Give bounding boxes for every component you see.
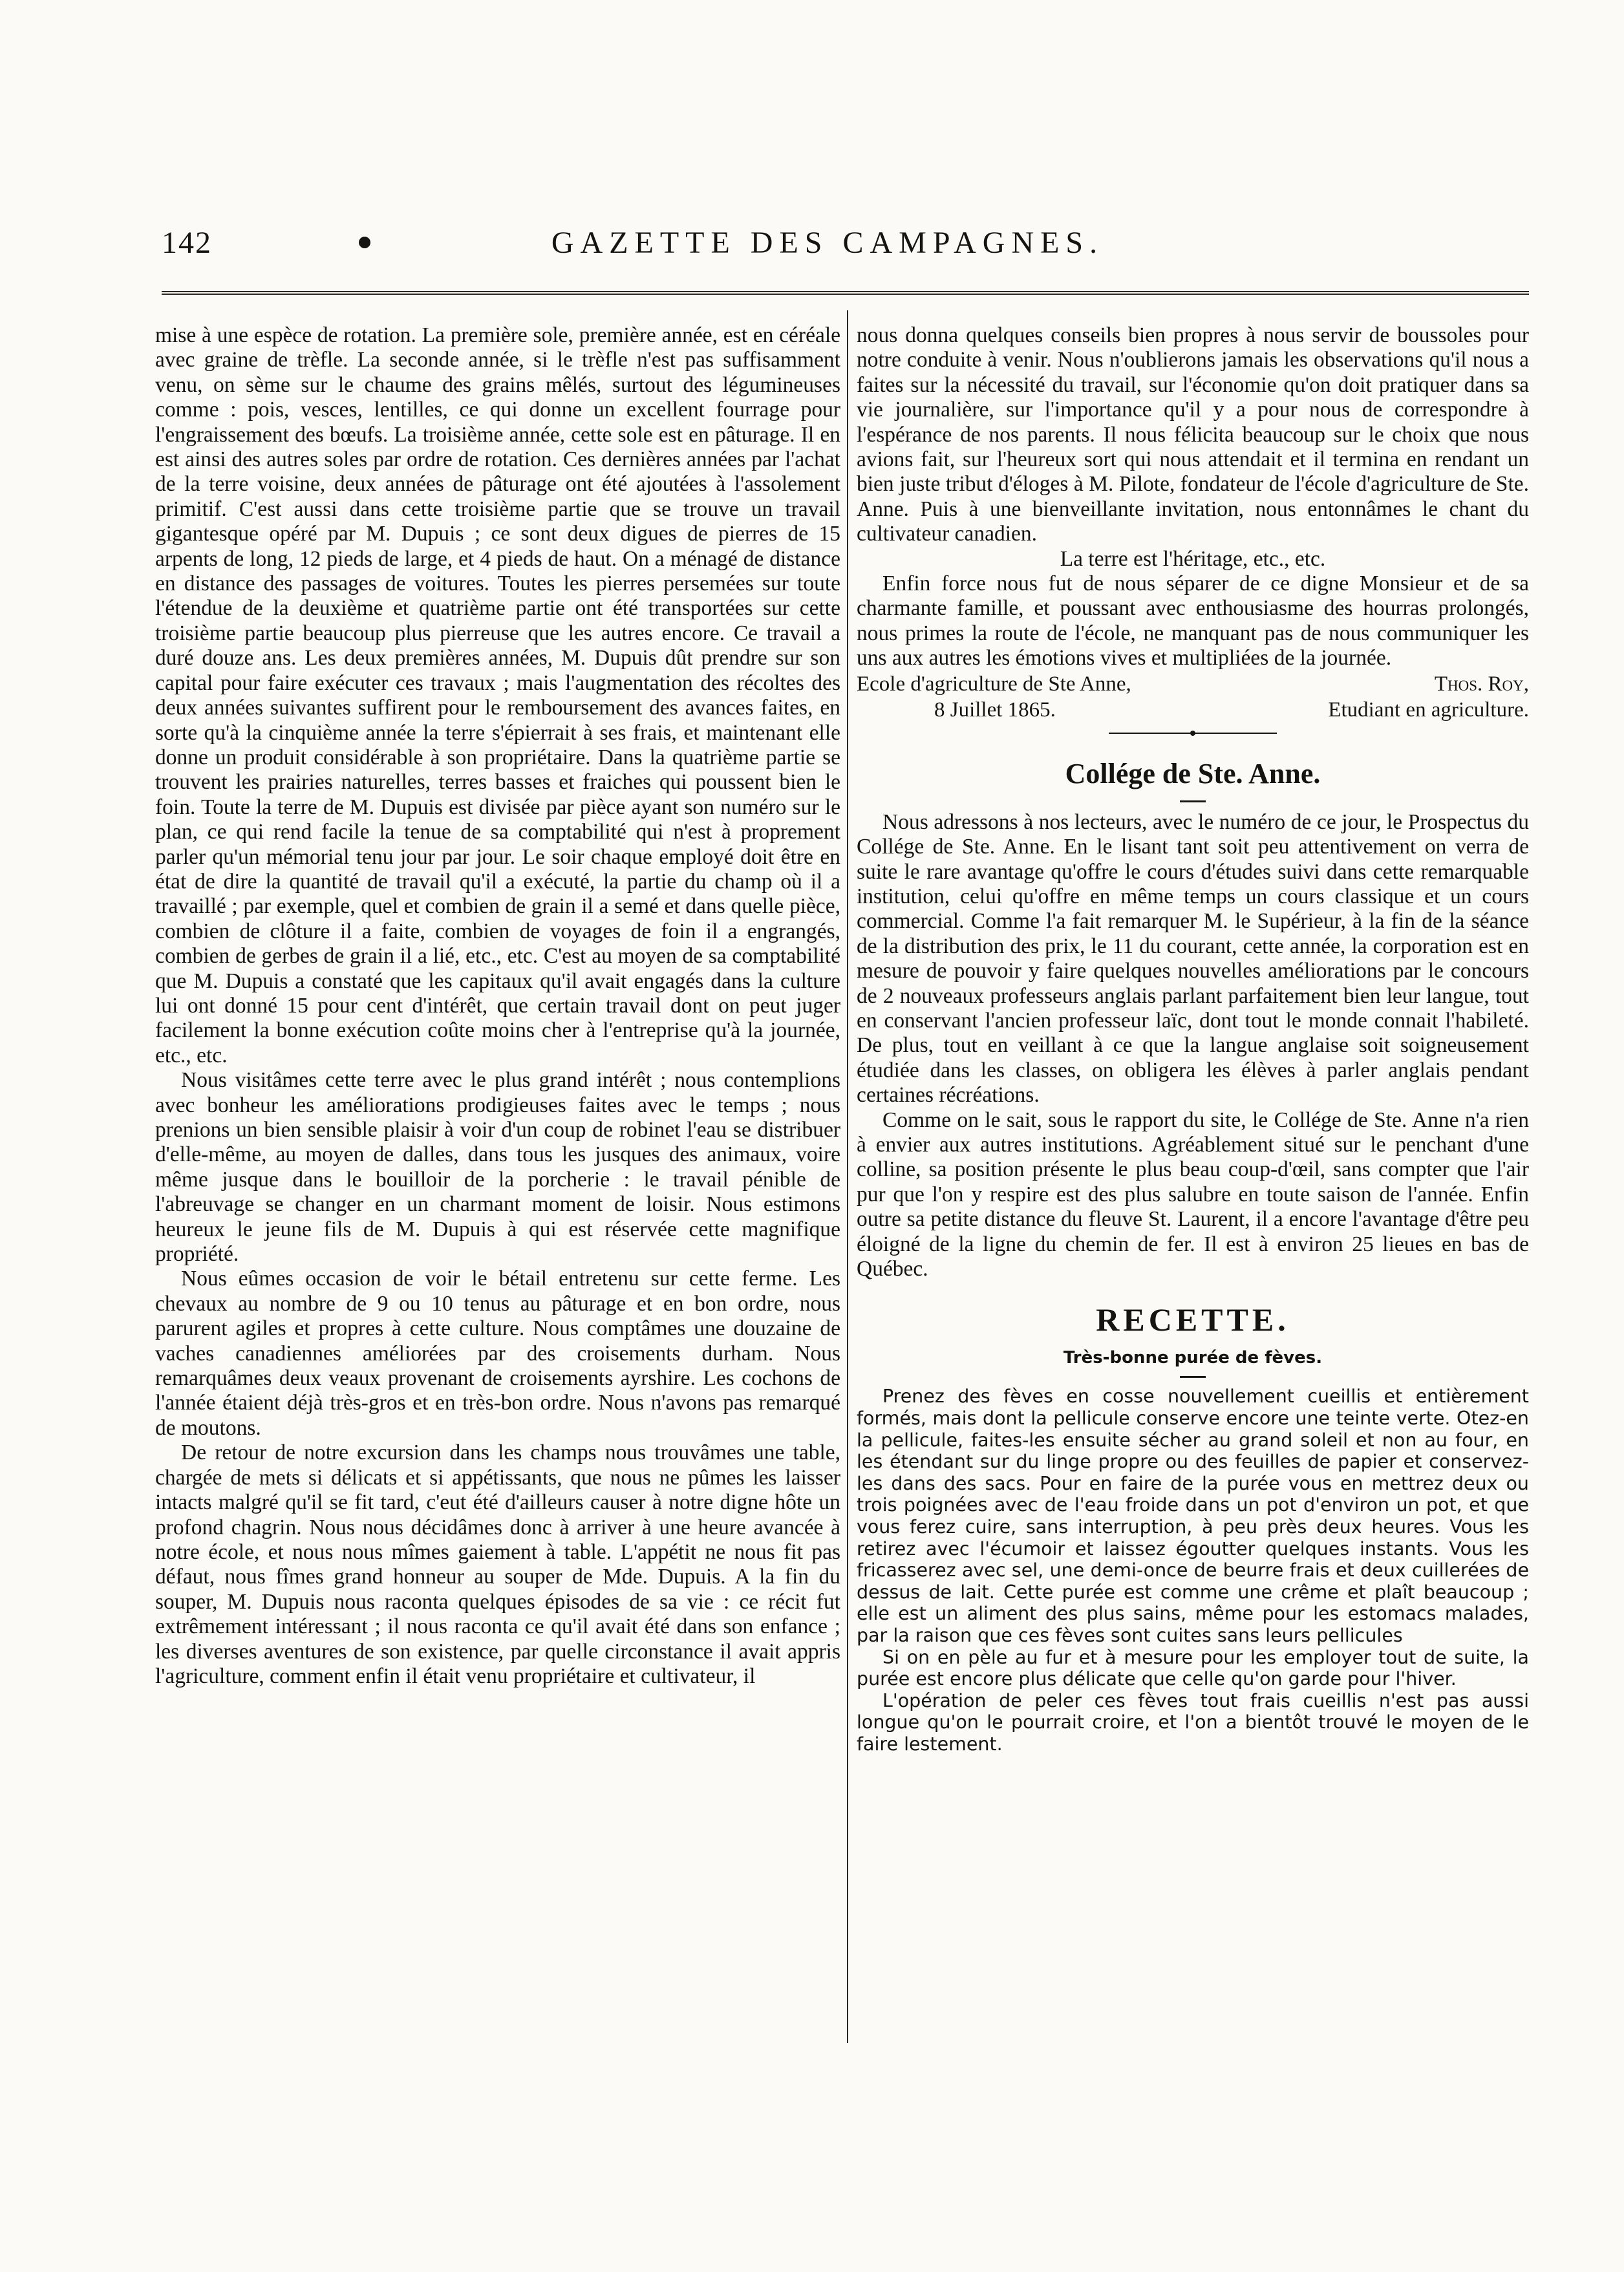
signature-block <box>857 671 1529 697</box>
section-ornament <box>1109 731 1277 736</box>
college-section-title: Collége de Ste. Anne. <box>1065 757 1321 789</box>
signature-place: Ecole d'agriculture de Ste Anne, <box>857 672 1131 696</box>
page-number: 142 <box>162 226 212 260</box>
article-paragraph: mise à une espèce de rotation. La première sole, première année, est en céréale avec graine de trèfle. La seconde année, si le trèfle n'est pas suffisamment venu, on sème sur le chaume des grains mêlés, surtout des légumineuses comme : pois, vesces, lentilles, ce qui donne un excellent fourrage pour l'engraissement des bœufs. La troisième année, cette sole est en pâturage. Il en est ainsi des autres soles par ordre de rotation. Ces dernières années par l'achat de la terre voisine, deux années de pâturage ont été ajoutées à l'assolement primitif. C'est aussi dans cette troisième partie que se trouve un travail gigantesque opéré par M. Dupuis ; ce sont deux digues de pierres de 15 arpents de long, 12 pieds de large, et 4 pieds de haut. On a ménagé de distance en distance des passages de voitures. Toutes les pierres persemées sur toute l'étendue de la deuxième et quatrième partie ont été transportées sur cette troisième partie beaucoup plus pierreuse que les autres encore. Ce travail a duré douze ans. Les deux premières années, M. Dupuis dût prendre sur son capital pour faire exécuter ces travaux ; mais l'augmentation des récoltes des deux années suivantes suffirent pour le remboursement des avances faites, en sorte qu'à la cinquième année la terre s'épierrait à ses frais, et maintenant elle donne un produit considérable à son propriétaire. Dans la quatrième partie se trouvent les prairies naturelles, terres basses et fraiches qui poussent bien le foin. Toute la terre de M. Dupuis est divisée par pièce ayant son numéro sur le plan, ce qui rend facile la tenue de sa comptabilité qui n'est à proprement parler qu'un mémorial tenu jour par jour. Le soir chaque employé doit être en état de dire la quantité de travail qu'il a exécuté, la partie du champ où il a travaillé ; par exemple, quel et combien de grain il a semé et dans quelle pièce, combien de clôture il a faite, combien de voyages de foin il a engrangés, combien de gerbes de grain il a lié, etc., etc. C'est au moyen de sa comptabilité que M. Dupuis a constaté que les capitaux qu'il avait engagés dans la culture lui ont donné 15 pour cent d'intérêt, que certain travail dont on peut juger facilement la bonne exécution coûte moins cher à l'entreprise qu'à la journée, etc., etc. <box>155 323 840 1067</box>
recipe-paragraph: L'opération de peler ces fèves tout frais cueillis n'est pas aussi longue qu'on le pourrait croire, et l'on a bientôt trouvé le moyen de le faire lestement. <box>857 1689 1529 1755</box>
article-paragraph: Nous visitâmes cette terre avec le plus grand intérêt ; nous contemplions avec bonheur les améliorations prodigieuses faites avec le temps ; nous prenions un bien sensible plaisir à voir d'un coup de robinet l'eau se distribuer d'elle-même, au moyen de dalles, dans tous les jusques des animaux, voire même jusque dans le bouilloir de la porcherie : le travail pénible de l'abreuvage se changer en un charmant moment de loisir. Nous estimons heureux le jeune fils de M. Dupuis à qui est réservée cette magnifique propriété. <box>155 1068 840 1267</box>
recipe-subtitle: Très-bonne purée de fèves. <box>1063 1348 1323 1368</box>
recipe-paragraph: Si on en pèle au fur et à mesure pour les employer tout de suite, la purée est encore plus délicate que celle qu'on garde pour l'hiver. <box>857 1646 1529 1690</box>
newspaper-title: GAZETTE DES CAMPAGNES. <box>551 226 1104 260</box>
song-line: La terre est l'héritage, etc., etc. <box>1060 546 1326 571</box>
article-paragraph: Comme on le sait, sous le rapport du site, le Collége de Ste. Anne n'a rien à envier aux autres institutions. Agréablement situé sur le penchant d'une colline, sa position présente le plus beau coup-d'œil, sans compter que l'air pur que l'on y respire est des plus salubre en toute saison de l'année. Enfin outre sa petite distance du fleuve St. Laurent, il a encore l'avantage d'être peu éloigné de la ligne du chemin de fer. Il est à environ 25 lieues en bas de Québec. <box>857 1108 1529 1281</box>
title-dash <box>1180 1376 1206 1378</box>
article-paragraph: Nous adressons à nos lecteurs, avec le numéro de ce jour, le Prospectus du Collége de Ste. Anne. En le lisant tant soit peu attentivement on verra de suite le rare avantage qu'offre le cours d'études suivi dans cette remarquable institution, celui qu'offre en même temps un cours classique et un cours commercial. Comme l'a fait remarquer M. le Supérieur, à la fin de la séance de la distribution des prix, le 11 du courant, cette année, la corporation est en mesure de pouvoir y faire quelques nouvelles améliorations par le concours de 2 nouveaux professeurs anglais parlant parfaitement bien leur langue, tout en conservant l'ancien professeur laïc, dont tout le monde connait l'habileté. De plus, tout en veillant à ce que la langue anglaise soit soigneusement étudiée dans les classes, on obligera les élèves à parler anglais pendant certaines récréations. <box>857 809 1529 1108</box>
signature-block <box>857 697 1529 723</box>
article-paragraph: Enfin force nous fut de nous séparer de ce digne Monsieur et de sa charmante famille, et poussant avec enthousiasme des hourras prolongés, nous primes la route de l'école, ne manquant pas de nous communiquer les uns aux autres les émotions vives et multipliées de la journée. <box>857 572 1529 670</box>
page-header <box>162 225 1493 270</box>
signature-author: Thos. Roy, <box>1434 672 1529 696</box>
left-column <box>155 323 840 1689</box>
article-paragraph: De retour de notre excursion dans les champs nous trouvâmes une table, chargée de mets si délicats et si appétissants, que nous ne pûmes les laisser intacts malgré qu'il se fit tard, c'eut été d'ailleurs causer à notre digne hôte un profond chagrin. Nous nous décidâmes donc à arriver à une heure avancée à notre école, et nous nous mîmes gaiement à table. L'appétit ne nous fit pas défaut, nous fîmes grand honneur au souper de Mde. Dupuis. A la fin du souper, M. Dupuis nous raconta quelques épisodes de sa vie : ce récit fut extrêmement intéressant ; il nous raconta ce qu'il avait été dans son enfance ; les diverses aventures de son existence, par quelle circonstance il avait appris l'agriculture, comment enfin il était venu propriétaire et cultivateur, il <box>155 1441 840 1688</box>
article-paragraph: nous donna quelques conseils bien propres à nous servir de boussoles pour notre conduite à venir. Nous n'oublierons jamais les observations qu'il nous a faites sur la nécessité du travail, sur l'économie qu'on doit pratiquer dans sa vie journalière, sur l'importance qu'il y a pour nous de correspondre à l'espérance de nos parents. Il nous félicita beaucoup sur le choix que nous avions fait, sur l'heureux sort qui nous attendait et il termina en rendant un bien juste tribut d'éloges à M. Pilote, fondateur de l'école d'agriculture de Ste. Anne. Puis à une bienveillante invitation, nous entonnâmes le chant du cultivateur canadien. <box>857 323 1529 546</box>
article-paragraph: Nous eûmes occasion de voir le bétail entretenu sur cette ferme. Les chevaux au nombre de 9 ou 10 tenus au pâturage et en bon ordre, nous parurent agiles et propres à cette culture. Nous comptâmes une douzaine de vaches canadiennes améliorées par des croisements durham. Nous remarquâmes deux veaux provenant de croisements ayrshire. Les cochons de l'année étaient déjà très-gros et en très-bon ordre. Nous n'avons pas remarqué de moutons. <box>155 1267 840 1440</box>
right-column <box>857 323 1529 1755</box>
recipe-paragraph: Prenez des fèves en cosse nouvellement cueillis et entièrement formés, mais dont la pellicule conserve encore une teinte verte. Otez-en la pellicule, faites-les ensuite sécher au grand soleil et non au four, en les étendant sur du linge propre ou des feuilles de papier et conservez-les dans des sacs. Pour en faire de la purée vous en mettrez deux ou trois poignées avec de l'eau froide dans un pot d'environ un pot, et que vous ferez cuire, sans interruption, à peu près deux heures. Vous les retirez avec l'écumoir et laissez égoutter quelques instants. Vous les fricasserez avec sel, une demi-once de beurre frais et deux cuillerées de dessus de lait. Cette purée est comme une crême et plaît beaucoup ; elle est un aliment des plus sains, même pour les estomacs malades, par la raison que ces fèves sont cuites sans leurs pellicules <box>857 1386 1529 1646</box>
column-divider <box>847 310 848 2043</box>
recipe-section-title: RECETTE. <box>1096 1302 1290 1338</box>
title-dash <box>1180 800 1206 802</box>
signature-date: 8 Juillet 1865. <box>934 698 1056 722</box>
recipe-body <box>857 1386 1529 1755</box>
signature-role: Etudiant en agriculture. <box>1328 698 1529 722</box>
header-rule <box>162 291 1529 295</box>
